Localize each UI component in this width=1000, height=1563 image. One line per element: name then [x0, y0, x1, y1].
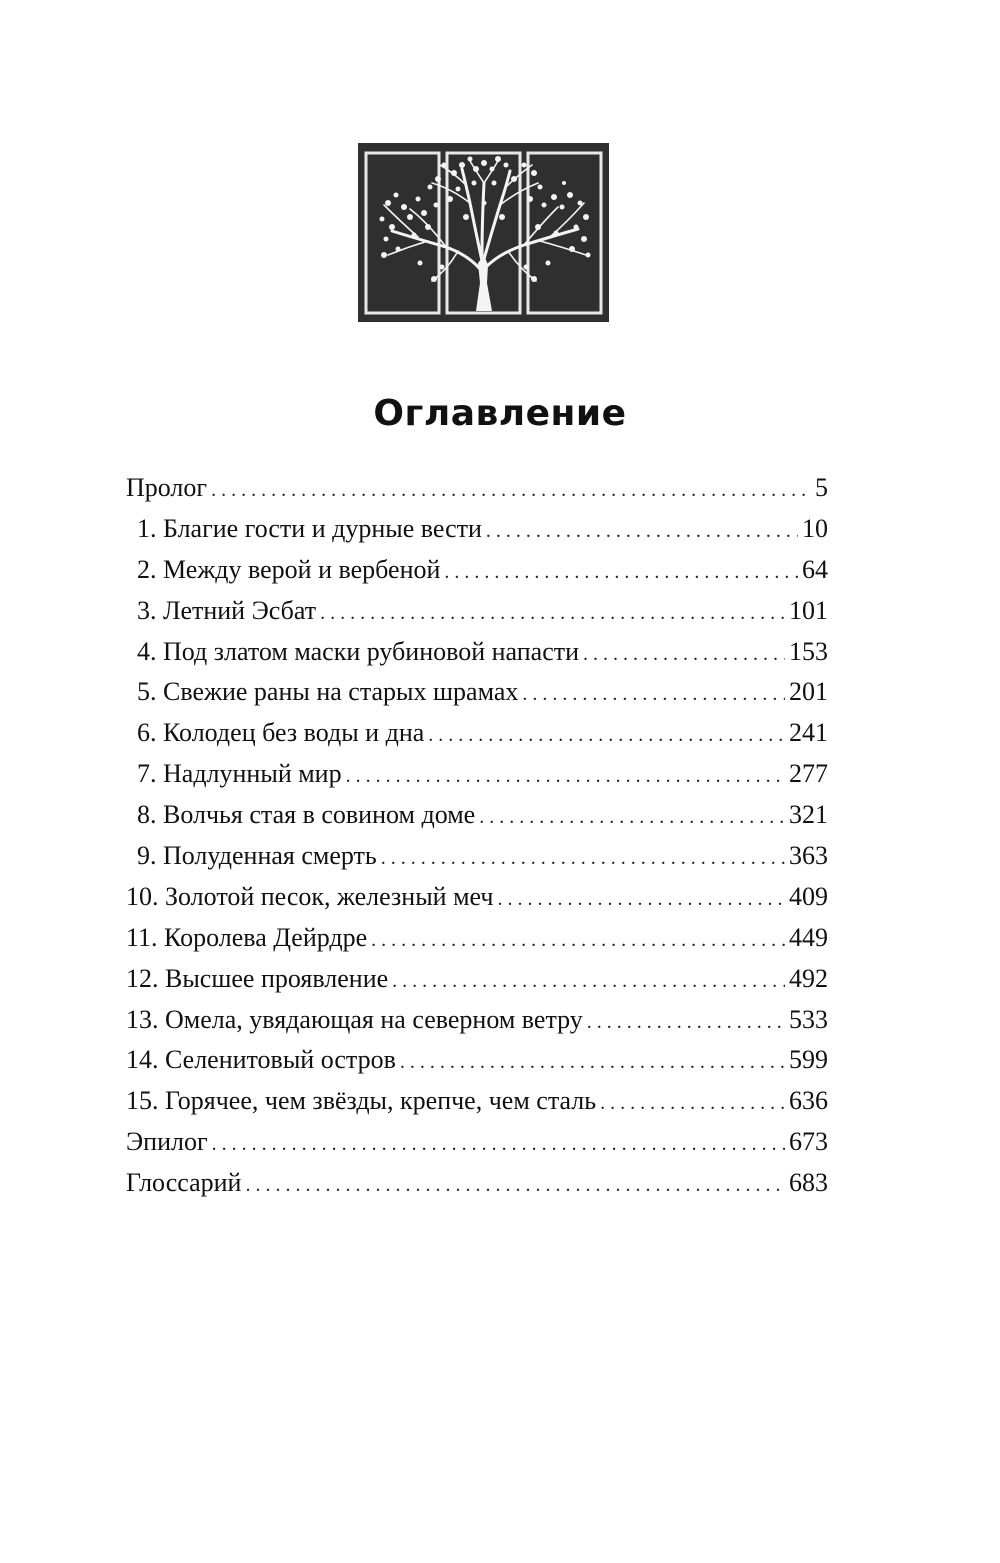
toc-list — [126, 468, 828, 1204]
toc-dot-leader — [583, 634, 785, 675]
toc-entry — [126, 1000, 828, 1041]
toc-entry-label: 12. Высшее проявление — [126, 963, 389, 993]
toc-entry-label: 1. Благие гости и дурные вести — [137, 513, 482, 543]
toc-entry — [126, 632, 828, 673]
toc-entry-label: 8. Волчья стая в совином доме — [137, 800, 476, 830]
toc-dot-leader — [486, 511, 798, 552]
toc-entry-label: 3. Летний Эсбат — [137, 595, 317, 625]
toc-dot-leader — [522, 674, 785, 715]
toc-entry — [126, 591, 828, 632]
toc-entry — [126, 754, 828, 795]
toc-entry-page-number: 153 — [789, 636, 828, 666]
toc-entry — [126, 550, 828, 591]
toc-entry-page-number: 10 — [802, 513, 828, 543]
toc-entry — [126, 468, 828, 509]
toc-entry-label: Пролог — [126, 473, 208, 502]
toc-entry-page-number: 636 — [789, 1086, 828, 1116]
toc-dot-leader — [444, 552, 798, 593]
toc-entry — [126, 836, 828, 877]
toc-entry-page-number: 449 — [789, 922, 828, 952]
toc-entry — [126, 959, 828, 1000]
toc-title: Оглавление — [373, 393, 627, 434]
toc-dot-leader — [212, 1124, 785, 1165]
toc-entry — [126, 1122, 828, 1163]
tree-triptych-emblem — [358, 143, 609, 322]
toc-dot-leader — [245, 1165, 785, 1206]
toc-entry-page-number: 277 — [789, 759, 828, 789]
toc-entry-page-number: 101 — [789, 595, 828, 625]
toc-entry-label: 15. Горячее, чем звёзды, крепче, чем сталь — [126, 1086, 597, 1116]
toc-dot-leader — [479, 797, 785, 838]
toc-entry-page-number: 321 — [789, 800, 828, 830]
toc-entry-label: 4. Под златом маски рубиновой напасти — [137, 636, 580, 666]
toc-entry-label: 14. Селенитовый остров — [126, 1045, 396, 1075]
toc-entry-label: 10. Золотой песок, железный меч — [126, 881, 494, 911]
toc-dot-leader — [428, 715, 785, 756]
toc-entry-page-number: 5 — [815, 473, 828, 502]
toc-dot-leader — [346, 756, 785, 797]
toc-entry-label: 13. Омела, увядающая на северном ветру — [126, 1004, 583, 1034]
toc-entry-label: 7. Надлунный мир — [137, 759, 342, 789]
toc-dot-leader — [371, 920, 785, 961]
toc-dot-leader — [320, 593, 785, 634]
toc-dot-leader — [400, 1042, 785, 1083]
toc-entry-page-number: 533 — [789, 1004, 828, 1034]
toc-entry-label: 9. Полуденная смерть — [137, 841, 377, 871]
toc-entry-label: Эпилог — [126, 1127, 208, 1157]
toc-entry-page-number: 492 — [789, 963, 828, 993]
toc-entry-label: 2. Между верой и вербеной — [137, 554, 441, 584]
toc-entry-page-number: 201 — [789, 677, 828, 707]
toc-entry-page-number: 599 — [789, 1045, 828, 1075]
toc-entry — [126, 1081, 828, 1122]
toc-dot-leader — [211, 470, 811, 511]
toc-entry — [126, 509, 828, 550]
toc-dot-leader — [587, 1002, 785, 1043]
toc-dot-leader — [498, 879, 785, 920]
toc-entry-label: Глоссарий — [126, 1168, 242, 1198]
toc-entry — [126, 1040, 828, 1081]
toc-entry-page-number: 241 — [789, 718, 828, 748]
toc-entry-label: 11. Королева Дейрдре — [126, 922, 368, 952]
toc-entry — [126, 795, 828, 836]
toc-entry-label: 5. Свежие раны на старых шрамах — [137, 677, 519, 707]
toc-dot-leader — [381, 838, 785, 879]
toc-dot-leader — [392, 961, 785, 1002]
toc-entry — [126, 713, 828, 754]
toc-entry-label: 6. Колодец без воды и дна — [137, 718, 425, 748]
toc-entry-page-number: 673 — [789, 1127, 828, 1157]
toc-entry — [126, 877, 828, 918]
toc-entry-page-number: 683 — [789, 1168, 828, 1198]
toc-entry-page-number: 64 — [802, 554, 828, 584]
toc-entry — [126, 672, 828, 713]
tree-triptych-icon — [358, 143, 609, 322]
toc-entry — [126, 1163, 828, 1204]
toc-entry — [126, 918, 828, 959]
toc-entry-page-number: 409 — [789, 881, 828, 911]
toc-entry-page-number: 363 — [789, 841, 828, 871]
toc-dot-leader — [600, 1083, 785, 1124]
